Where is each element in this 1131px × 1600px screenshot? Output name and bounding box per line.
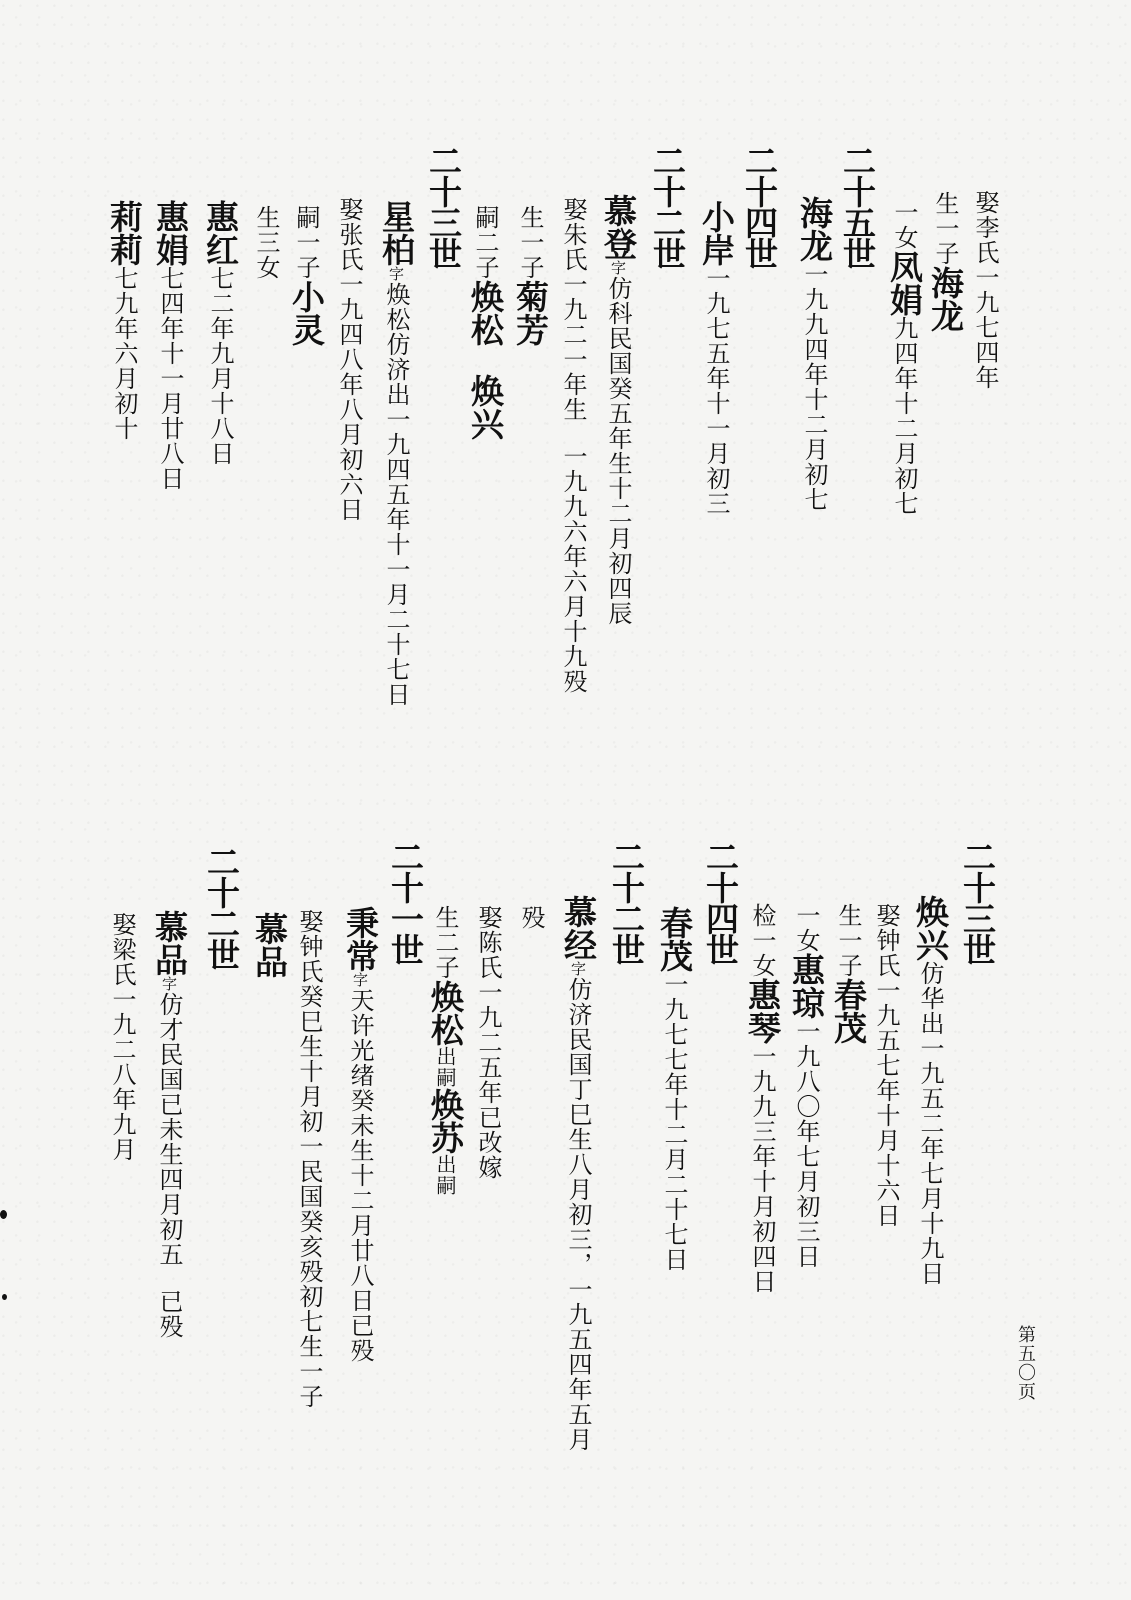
entry-column [561,197,585,694]
birth-date: 一九九三年十月初四日 [748,1044,776,1294]
birth-date: 天许光绪癸未生十二月廿八日已殁 [346,988,374,1363]
death-date: 一九九六年六月十九殁 [559,444,587,694]
entry-column [697,200,736,516]
person-name: 焕松 [466,280,505,346]
generation-heading: 二十二世 [202,845,241,969]
entry-column [559,895,598,1452]
entry-text: 检一女 [748,903,776,978]
spouse-text: 娶朱氏一九二一年生 [559,197,587,422]
entry-column [466,205,505,440]
entry-column [150,910,189,1339]
scan-mark [2,1294,7,1300]
entry-column [297,909,321,1409]
person-name: 凤娟 [885,250,924,316]
spouse-text: 娶张氏一九四八年八月初六日 [335,197,363,522]
courtesy-marker: 字 [569,961,587,977]
entry-column [795,196,834,512]
birth-date: 焕松仿济出一九四五年十一月二十七日 [382,282,410,707]
entry-column [885,200,924,516]
generation-heading: 二十四世 [740,144,779,268]
birth-date: 七二年九月十八日 [206,266,234,466]
adoption-note: 出嗣 [433,1154,457,1196]
entry-column [655,906,694,1272]
entry-column [254,205,278,280]
birth-date: 仿济民国丁巳生八月初三，一九五四年五月 [564,977,592,1452]
entry-column [599,194,638,626]
entry-column [926,191,965,332]
spouse-text: 娶钟氏一九五七年十月十六日 [872,903,900,1228]
person-name: 焕兴 [911,895,950,961]
entry-text: 生二子 [431,905,459,980]
generation-heading: 二十一世 [386,840,425,964]
person-name: 慕登 [599,194,638,260]
person-name: 惠娟 [151,200,190,266]
person-name: 惠琼 [787,953,826,1019]
entry-column [426,905,465,1196]
birth-date: 一九七五年十一月初三 [702,266,730,516]
person-name: 焕松 [426,980,465,1046]
spouse-text: 娶钟氏癸巳生十月初一民国癸亥殁初七生一子 [295,909,323,1409]
entry-column [973,190,997,390]
birth-date: 七九年六月初十 [110,266,138,441]
person-name: 惠琴 [743,978,782,1044]
entry-column [287,205,326,346]
generation-heading: 二十二世 [648,144,687,268]
spouse-text: 娶陈氏一九二五年已改嫁 [474,905,502,1180]
entry-column [476,905,500,1180]
entry-text: 嗣一子 [292,205,320,280]
person-name: 慕经 [559,895,598,961]
entry-column [874,903,898,1228]
birth-date: 七四年十一月廿八日 [156,266,184,491]
entry-text: 生三女 [252,205,280,280]
scan-mark [0,1210,7,1219]
person-name: 慕品 [250,912,289,978]
entry-column [110,912,134,1162]
entry-column [377,200,416,707]
entry-text: 娶李氏一九七四年 [971,190,999,390]
generation-heading: 二十二世 [607,840,646,964]
person-name: 海龙 [795,196,834,262]
person-name: 菊芳 [511,280,550,346]
entry-column [829,903,868,1044]
entry-column [743,903,782,1294]
entry-text: 生一子 [931,191,959,266]
courtesy-marker: 字 [387,266,405,282]
entry-column [511,205,550,346]
entry-column [341,906,380,1363]
person-name: 海龙 [926,266,965,332]
birth-date: 九四年十二月初七 [890,316,918,516]
generation-heading: 二十四世 [701,840,740,964]
generation-heading: 二十三世 [424,144,463,268]
entry-text: 生一子 [834,903,862,978]
person-name: 秉常 [341,906,380,972]
entry-column [151,200,190,491]
entry-column [337,197,361,522]
person-name: 星柏 [377,200,416,266]
birth-date: 一九八〇年七月初三日 [792,1019,820,1269]
adoption-note: 出嗣 [433,1046,457,1088]
birth-date: 一九七七年十二月二十七日 [660,972,688,1272]
entry-column [250,912,289,978]
spouse-text: 娶梁氏一九二八年九月 [108,912,136,1162]
entry-text: 生一子 [516,205,544,280]
entry-text: 殁 [517,905,545,930]
birth-date: 仿华出一九五二年七月十九日 [916,961,944,1286]
entry-column [201,200,240,466]
entry-text: 嗣二子 [471,205,499,280]
courtesy-marker: 字 [609,260,627,276]
person-name: 小灵 [287,280,326,346]
page-number: 第五〇页 [1015,1325,1036,1401]
courtesy-marker: 字 [351,972,369,988]
birth-date: 一九九四年十二月初七 [800,262,828,512]
death-note: 已殁 [155,1289,183,1339]
person-name: 春茂 [655,906,694,972]
generation-heading: 二十五世 [838,144,877,268]
entry-column [105,200,144,441]
birth-date: 仿科民国癸五年生十二月初四辰 [604,276,632,626]
person-name: 莉莉 [105,200,144,266]
entry-column [787,903,826,1269]
person-name: 焕苏 [426,1088,465,1154]
entry-column [519,905,543,930]
person-name: 惠红 [201,200,240,266]
birth-date: 仿才民国已未生四月初五 [155,992,183,1267]
entry-column [911,895,950,1286]
generation-heading: 二十三世 [958,840,997,964]
entry-text: 一女 [792,903,820,953]
person-name: 小岸 [697,200,736,266]
person-name: 慕品 [150,910,189,976]
courtesy-marker: 字 [160,976,178,992]
person-name: 春茂 [829,978,868,1044]
person-name: 焕兴 [466,374,505,440]
entry-text: 一女 [890,200,918,250]
